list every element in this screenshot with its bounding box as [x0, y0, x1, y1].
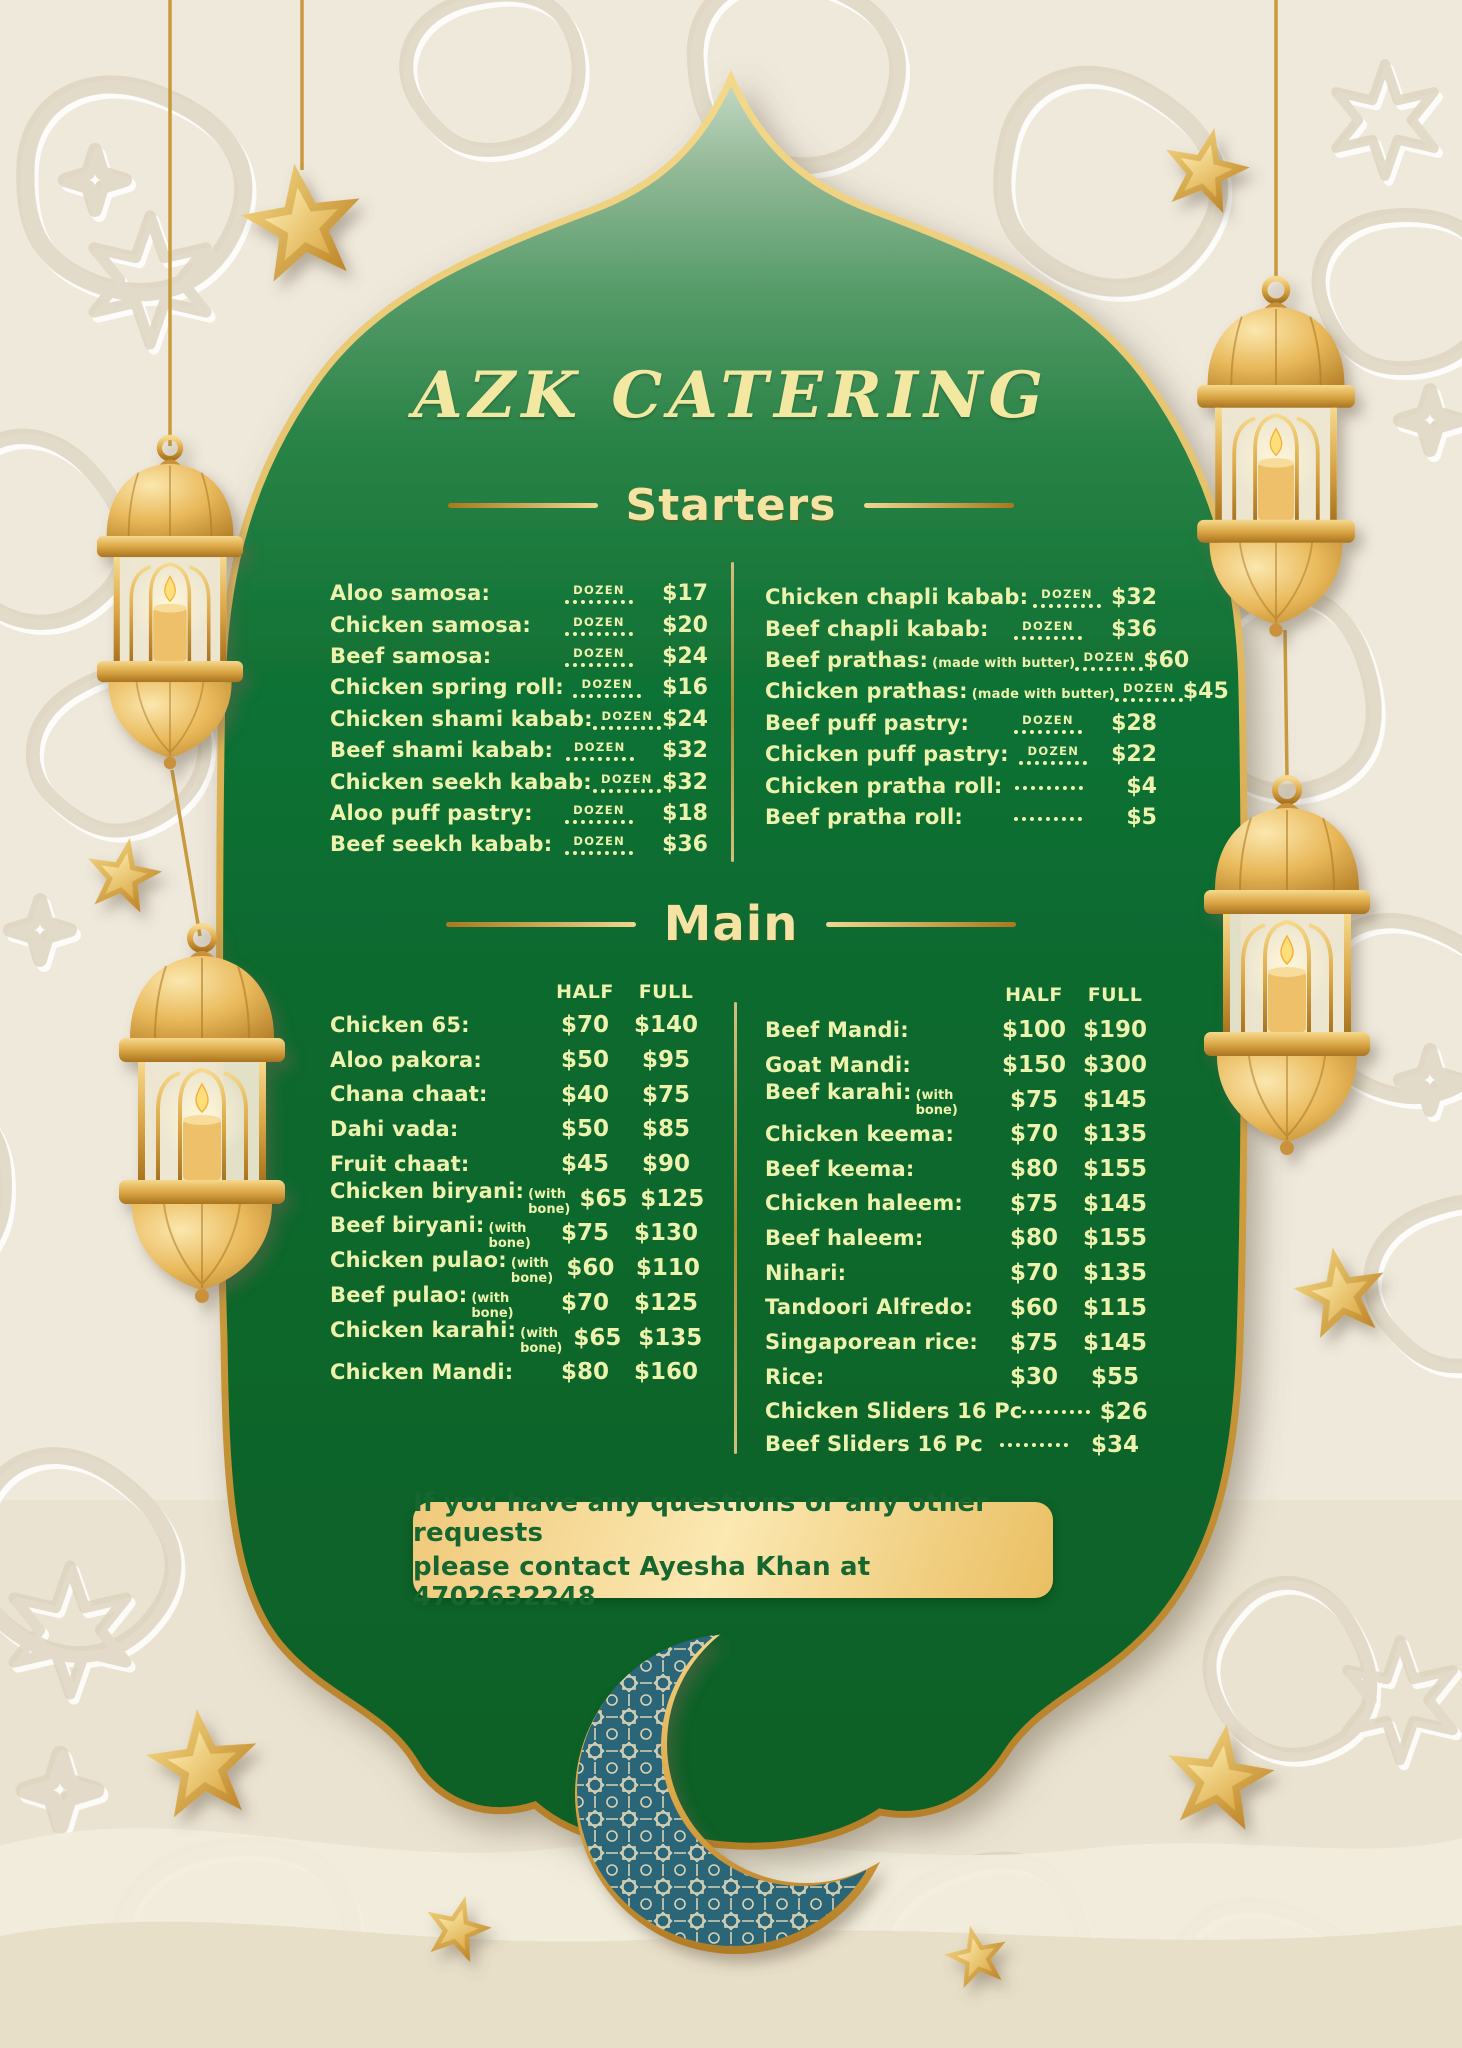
main-right-col-headers	[765, 981, 1157, 1009]
unit-dots	[1001, 619, 1095, 640]
heading-rule-left	[446, 922, 636, 927]
full-price: $85	[641, 1116, 690, 1143]
item-note: (with bone)	[488, 1221, 531, 1252]
item-price: $20	[662, 612, 708, 638]
half-price: $75	[1009, 1190, 1058, 1217]
item-name: Chicken chapli kabab:	[765, 585, 1029, 610]
item-name: Chicken shami kabab:	[330, 706, 593, 731]
item-name: Beef samosa:	[330, 643, 492, 668]
menu-item-row	[765, 739, 1157, 770]
unit-dots	[1001, 713, 1095, 734]
menu-item-row	[330, 1077, 708, 1112]
half-price: $50	[560, 1047, 609, 1074]
dotted-leader	[1014, 817, 1082, 821]
item-name: Chicken puff pastry:	[765, 742, 1009, 767]
item-name: Beef pratha roll:	[765, 804, 963, 829]
unit-dots	[552, 646, 646, 667]
full-price: $135	[638, 1324, 703, 1351]
half-price: $75	[1009, 1329, 1058, 1356]
main-left-column	[330, 1008, 708, 1390]
item-name: Beef karahi:	[765, 1079, 912, 1104]
unit-label: DOZEN	[1022, 712, 1074, 727]
unit-dots	[1001, 814, 1095, 821]
unit-dots	[564, 677, 651, 698]
item-name: Chicken spring roll:	[330, 675, 564, 700]
item-name: Fruit chaat:	[330, 1151, 470, 1176]
full-price: $130	[633, 1220, 698, 1247]
item-name: Nihari:	[765, 1260, 847, 1285]
half-price: $70	[1009, 1260, 1058, 1287]
menu-item-row	[765, 1152, 1157, 1187]
full-column-header: FULL	[638, 981, 694, 1003]
dotted-leader	[1019, 761, 1087, 765]
contact-line-2: please contact Ayesha Khan at 4702632248	[413, 1552, 871, 1612]
menu-item-row	[765, 708, 1157, 739]
menu-item-row	[330, 798, 708, 829]
main-right-column	[765, 1013, 1157, 1395]
menu-item-row	[330, 1008, 708, 1043]
starters-left-column	[330, 578, 708, 861]
menu-item-row	[765, 1256, 1157, 1291]
full-price: $95	[641, 1047, 690, 1074]
unit-label: DOZEN	[573, 583, 625, 598]
item-name: Aloo pakora:	[330, 1047, 482, 1072]
dotted-leader	[1033, 604, 1101, 608]
full-price: $135	[1082, 1260, 1147, 1287]
dotted-leader	[593, 789, 661, 793]
starters-heading: Starters	[0, 480, 1462, 531]
half-column-header: HALF	[1005, 984, 1063, 1006]
item-name: Chicken 65:	[330, 1012, 470, 1037]
heading-rule-right	[826, 922, 1016, 927]
item-name: Chicken Mandi:	[330, 1359, 514, 1384]
item-note: (with bone)	[915, 1087, 958, 1118]
full-price: $145	[1082, 1190, 1147, 1217]
unit-dots	[1009, 744, 1098, 765]
item-price: $26	[1099, 1398, 1148, 1425]
unit-dots	[553, 740, 646, 761]
menu-item-row	[330, 1282, 708, 1321]
unit-label: DOZEN	[573, 645, 625, 660]
starters-right-column	[765, 582, 1229, 833]
unit-label: DOZEN	[601, 708, 654, 723]
unit-label: DOZEN	[573, 802, 625, 817]
item-price: $34	[1090, 1431, 1139, 1458]
unit-label: DOZEN	[1027, 744, 1080, 759]
item-name: Chicken pulao:	[330, 1248, 507, 1273]
item-price: $28	[1111, 710, 1157, 736]
heading-rule-left	[448, 503, 598, 508]
item-note: (with bone)	[471, 1290, 514, 1321]
menu-item-row	[330, 672, 708, 703]
item-name: Chicken Sliders 16 Pc	[765, 1399, 1023, 1423]
menu-item-row	[330, 1043, 708, 1078]
half-price: $70	[1009, 1121, 1058, 1148]
full-price: $125	[633, 1289, 698, 1316]
menu-item-row	[330, 829, 708, 860]
half-price: $80	[560, 1359, 609, 1386]
unit-dots	[552, 583, 646, 604]
unit-dots	[1003, 783, 1096, 790]
menu-item-row	[765, 1013, 1157, 1048]
dotted-leader	[1075, 667, 1143, 671]
menu-item-row	[330, 1248, 708, 1287]
half-price: $65	[573, 1324, 622, 1351]
menu-item-row	[765, 582, 1157, 613]
menu-item-row	[765, 645, 1190, 676]
item-name: Chicken biryani:	[330, 1178, 525, 1203]
dotted-leader	[566, 757, 634, 761]
dotted-leader	[1000, 1443, 1068, 1447]
full-price: $125	[640, 1185, 705, 1212]
item-note: (made with butter)	[932, 655, 1076, 671]
unit-dots	[1028, 587, 1106, 608]
menu-item-row	[765, 1117, 1157, 1152]
full-price: $140	[633, 1012, 698, 1039]
unit-dots	[593, 709, 662, 730]
half-price: $45	[560, 1151, 609, 1178]
item-name: Beef keema:	[765, 1156, 915, 1181]
item-name: Dahi vada:	[330, 1116, 459, 1141]
menu-item-row	[330, 1317, 708, 1356]
starters-column-divider	[731, 562, 734, 862]
unit-dots	[1075, 650, 1143, 671]
menu-item-row	[765, 1291, 1157, 1326]
item-name: Chicken keema:	[765, 1121, 955, 1146]
unit-dots	[592, 772, 662, 793]
item-price: $60	[1143, 647, 1190, 673]
menu-item-row	[330, 1112, 708, 1147]
full-price: $155	[1082, 1225, 1147, 1252]
unit-label: DOZEN	[1083, 649, 1136, 664]
dotted-leader	[1015, 786, 1083, 790]
menu-item-row	[330, 766, 708, 797]
half-price: $50	[560, 1116, 609, 1143]
full-price: $160	[633, 1359, 698, 1386]
half-price: $65	[579, 1185, 628, 1212]
unit-label: DOZEN	[573, 834, 626, 849]
menu-item-row	[765, 1325, 1157, 1360]
half-price: $75	[1009, 1086, 1058, 1113]
unit-dots	[552, 834, 646, 855]
item-name: Beef Sliders 16 Pc	[765, 1432, 983, 1456]
item-price: $5	[1126, 804, 1157, 830]
item-name: Chicken prathas:	[765, 679, 968, 704]
item-name: Aloo puff pastry:	[330, 800, 533, 825]
menu-item-row	[330, 1355, 708, 1390]
item-name: Aloo samosa:	[330, 581, 491, 606]
dotted-leader	[1115, 698, 1183, 702]
item-name: Chana chaat:	[330, 1082, 488, 1107]
item-name: Beef haleem:	[765, 1225, 924, 1250]
unit-label: DOZEN	[1123, 681, 1175, 696]
item-name: Goat Mandi:	[765, 1052, 912, 1077]
dotted-leader	[573, 694, 641, 698]
dotted-leader	[565, 632, 633, 636]
item-price: $45	[1182, 679, 1229, 705]
item-price: $32	[1111, 585, 1157, 611]
item-name: Beef pulao:	[330, 1282, 468, 1307]
full-price: $115	[1082, 1294, 1147, 1321]
item-name: Chicken samosa:	[330, 612, 531, 637]
item-name: Beef seekh kabab:	[330, 832, 553, 857]
menu-item-row	[330, 641, 708, 672]
contact-banner	[413, 1488, 1053, 1612]
menu-item-row	[765, 802, 1157, 833]
full-price: $145	[1082, 1086, 1147, 1113]
full-price: $155	[1082, 1156, 1147, 1183]
half-price: $60	[1009, 1294, 1058, 1321]
menu-item-row	[765, 1221, 1157, 1256]
main-left-col-headers	[330, 978, 708, 1006]
half-price: $40	[560, 1081, 609, 1108]
menu-item-row	[765, 1079, 1157, 1118]
contact-line-1: If you have any questions or any other requests	[413, 1488, 989, 1548]
item-note: (with bone)	[510, 1256, 554, 1287]
half-price: $30	[1009, 1364, 1058, 1391]
item-name: Singaporean rice:	[765, 1330, 979, 1355]
heading-rule-right	[864, 503, 1014, 508]
item-price: $36	[1111, 616, 1157, 642]
dotted-leader	[565, 851, 633, 855]
item-name: Chicken seekh kabab:	[330, 769, 592, 794]
unit-label: DOZEN	[1022, 618, 1074, 633]
item-price: $17	[662, 581, 708, 607]
dotted-leader	[565, 820, 633, 824]
menu-item-row	[330, 704, 708, 735]
full-column-header: FULL	[1087, 984, 1143, 1006]
item-price: $4	[1126, 773, 1157, 799]
half-price: $70	[560, 1012, 609, 1039]
menu-item-row	[330, 1213, 708, 1252]
item-price: $18	[662, 800, 708, 826]
item-name: Chicken pratha roll:	[765, 773, 1003, 798]
menu-item-row	[765, 770, 1157, 801]
half-price: $70	[560, 1289, 609, 1316]
item-name: Beef shami kabab:	[330, 738, 554, 763]
full-price: $90	[641, 1151, 690, 1178]
unit-dots	[552, 803, 646, 824]
item-price: $24	[662, 706, 708, 732]
menu-item-row	[330, 1178, 708, 1217]
unit-dots	[1115, 681, 1183, 702]
unit-label: DOZEN	[1041, 587, 1093, 602]
menu-item-row	[765, 1360, 1157, 1395]
item-name: Beef chapli kabab:	[765, 616, 989, 641]
half-price: $100	[1001, 1017, 1066, 1044]
menu-item-row	[330, 578, 708, 609]
half-price: $75	[560, 1220, 609, 1247]
item-name: Beef biryani:	[330, 1213, 485, 1238]
item-name: Rice:	[765, 1364, 825, 1389]
sliders-list	[765, 1395, 1157, 1461]
item-price: $36	[662, 832, 708, 858]
full-price: $300	[1082, 1052, 1147, 1079]
item-price: $32	[662, 769, 708, 795]
menu-item-row	[330, 1147, 708, 1182]
dotted-leader	[565, 600, 633, 604]
unit-label: DOZEN	[573, 614, 625, 629]
item-name: Beef prathas:	[765, 647, 929, 672]
item-price: $22	[1111, 742, 1157, 768]
dotted-leader	[1022, 1410, 1090, 1414]
full-price: $55	[1090, 1364, 1139, 1391]
menu-item-row	[765, 1186, 1157, 1221]
item-name: Beef puff pastry:	[765, 710, 970, 735]
unit-label: DOZEN	[581, 677, 634, 692]
item-name: Chicken haleem:	[765, 1191, 963, 1216]
full-price: $75	[641, 1081, 690, 1108]
menu-item-row	[765, 1395, 1157, 1428]
item-price: $16	[662, 675, 708, 701]
menu-item-row	[765, 613, 1157, 644]
menu-item-row	[330, 609, 708, 640]
half-price: $80	[1009, 1225, 1058, 1252]
item-note: (with bone)	[528, 1186, 571, 1217]
dotted-leader	[1014, 636, 1082, 640]
half-price: $60	[566, 1255, 615, 1282]
item-name: Beef Mandi:	[765, 1017, 909, 1042]
main-column-divider	[734, 1002, 737, 1454]
full-price: $110	[635, 1255, 700, 1282]
half-price: $150	[1001, 1052, 1066, 1079]
menu-item-row	[330, 735, 708, 766]
page-title: AZK CATERING	[412, 358, 1050, 433]
half-price: $80	[1009, 1156, 1058, 1183]
unit-label: DOZEN	[601, 771, 653, 786]
unit-label: DOZEN	[573, 740, 626, 755]
menu-item-row	[765, 1428, 1157, 1461]
item-note: (made with butter)	[971, 687, 1115, 703]
full-price: $190	[1082, 1017, 1147, 1044]
full-price: $135	[1082, 1121, 1147, 1148]
dotted-leader	[593, 726, 661, 730]
full-price: $145	[1082, 1329, 1147, 1356]
unit-dots	[552, 615, 646, 636]
item-name: Chicken karahi:	[330, 1317, 517, 1342]
item-price: $24	[662, 643, 708, 669]
main-heading: Main	[0, 896, 1462, 952]
dotted-leader	[1014, 730, 1082, 734]
menu-item-row	[765, 676, 1229, 707]
half-column-header: HALF	[556, 981, 614, 1003]
item-price: $32	[662, 738, 708, 764]
item-note: (with bone)	[520, 1325, 563, 1356]
item-name: Tandoori Alfredo:	[765, 1295, 973, 1320]
dotted-leader	[565, 663, 633, 667]
menu-item-row	[765, 1048, 1157, 1083]
